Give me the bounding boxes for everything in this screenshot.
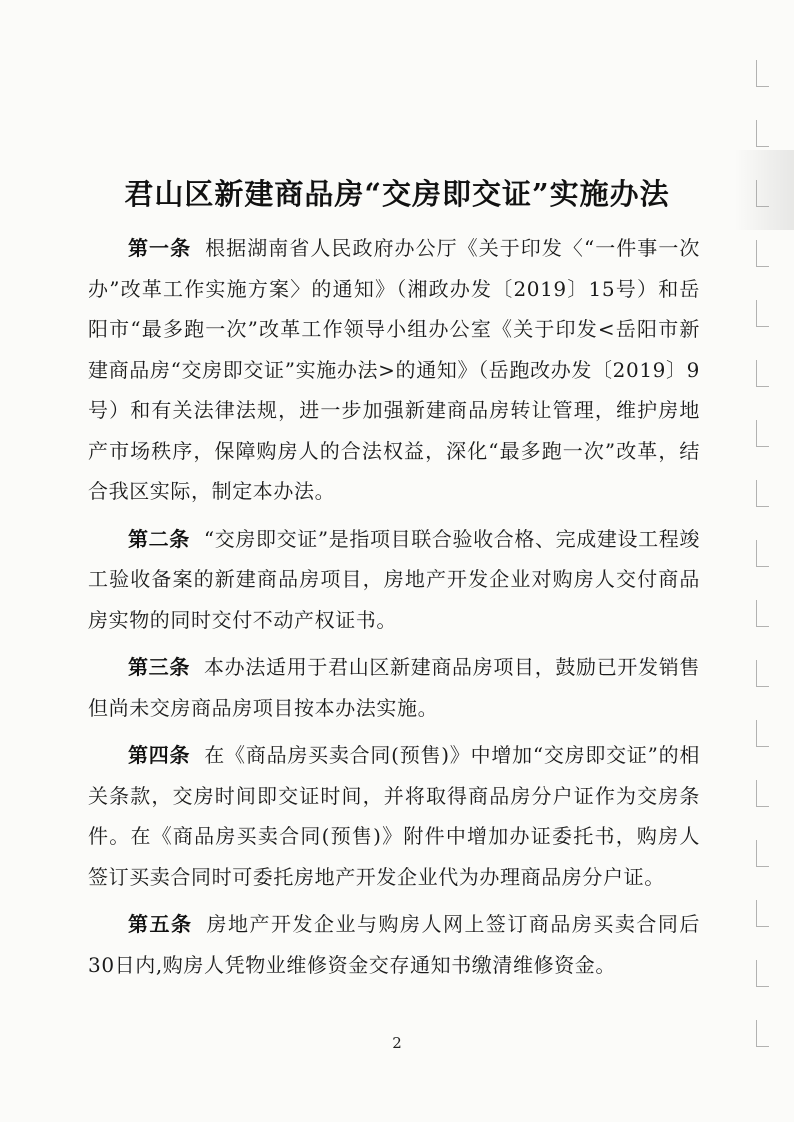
edge-mark: [756, 480, 769, 507]
article-label: 第五条: [128, 912, 193, 936]
article-label: 第一条: [128, 236, 192, 260]
article-text: 房地产开发企业与购房人网上签订商品房买卖合同后30日内,购房人凭物业维修资金交存通知书缴清维修资金。: [88, 912, 700, 977]
edge-mark: [756, 60, 769, 87]
article-5: [88, 904, 700, 985]
edge-mark: [756, 240, 769, 267]
edge-mark: [756, 1020, 769, 1047]
edge-mark: [756, 720, 769, 747]
edge-mark: [756, 420, 769, 447]
article-4: [88, 735, 700, 897]
document-title: 君山区新建商品房“交房即交证”实施办法: [124, 177, 670, 212]
edge-mark: [756, 600, 769, 627]
edge-mark: [756, 180, 769, 207]
edge-mark: [756, 960, 769, 987]
article-label: 第二条: [128, 526, 190, 551]
edge-mark: [756, 540, 769, 567]
article-text: 根据湖南省人民政府办公厅《关于印发〈“一件事一次办”改革工作实施方案〉的通知》（湘政办发〔2019〕15号）和岳阳市“最多跑一次”改革工作领导小组办公室《关于印发<岳阳市新建商品房“交房即交证”实施办法>的通知》（岳跑改办发〔2019〕9号）和有关法律法规，进一步加强新建商品房转让管理，维护房地产市场秩序，保障购房人的合法权益，深化“最多跑一次”改革，结合我区实际，制定本办法。: [88, 236, 700, 503]
article-text: 本办法适用于君山区新建商品房项目，鼓励已开发销售但尚未交房商品房项目按本办法实施。: [88, 655, 700, 720]
edge-mark: [756, 900, 769, 927]
article-text: 在《商品房买卖合同(预售)》中增加“交房即交证”的相关条款，交房时间即交证时间，并将取得商品房分户证作为交房条件。在《商品房买卖合同(预售)》附件中增加办证委托书，购房人签订买卖合同时可委托房地产开发企业代为办理商品房分户证。: [88, 743, 700, 889]
edge-mark: [756, 120, 769, 147]
article-text: “交房即交证”是指项目联合验收合格、完成建设工程竣工验收备案的新建商品房项目，房地产开发企业对购房人交付商品房实物的同时交付不动产权证书。: [88, 526, 700, 632]
edge-mark: [756, 660, 769, 687]
edge-mark: [756, 300, 769, 327]
article-label: 第三条: [128, 655, 191, 679]
scan-edge-marks: [756, 60, 770, 1100]
article-label: 第四条: [128, 743, 191, 767]
page-number: 2: [392, 1034, 402, 1052]
document-body: [88, 228, 700, 992]
edge-mark: [756, 840, 769, 867]
article-2: [88, 519, 700, 641]
article-3: [88, 647, 700, 728]
edge-mark: [756, 780, 769, 807]
article-1: [88, 228, 700, 512]
edge-mark: [756, 360, 769, 387]
